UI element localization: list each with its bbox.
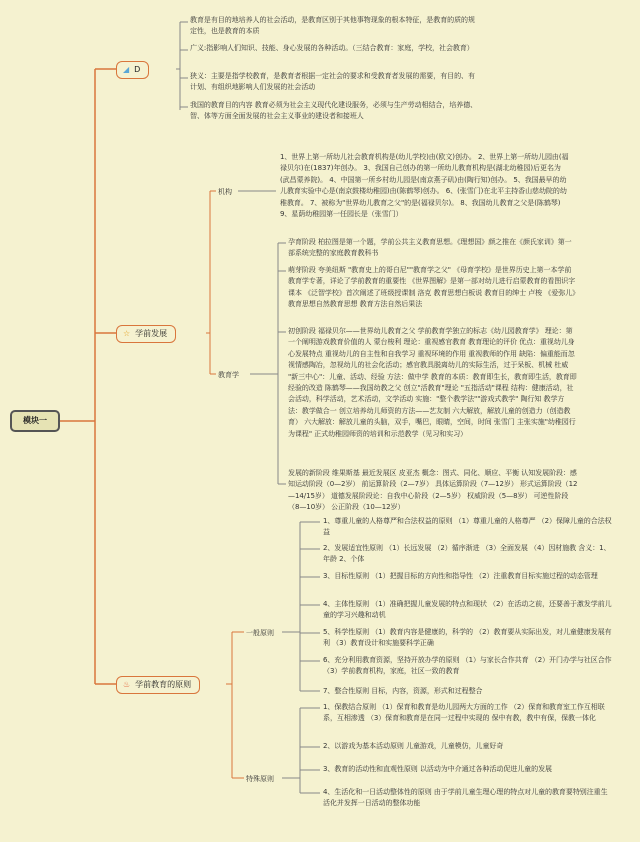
branch-preschool-development[interactable] [116,325,176,343]
leaf-node: 6、充分利用教育资源，坚持开放办学的原则 （1）与家长合作共育 （2）开门办学与社区合作 （3）学前教育机构，家庭，社区一致的教育 [323,656,612,676]
sub-institutions[interactable]: 机构 [218,188,232,196]
branch-label: 学前教育的原则 [135,680,192,689]
root-node[interactable]: 模块一 [10,410,60,432]
leaf-node: 1、保教结合原则 （1）保育和教育是幼儿园两大方面的工作 （2）保育和教育室工作互相联系，互相渗透 （3）保育和教育是在同一过程中实现的 保中有教，教中有保，保教一体化 [323,703,605,723]
leaf-node: 3、教育的活动性和直观性原则 以活动为中介通过各种活动促进儿童的发展 [323,765,552,773]
leaf-node: 广义:指影响人们知识、技能、身心发展的各种活动。（三结合教育：家庭，学校，社会教育） [190,44,474,52]
sub-pedagogy[interactable]: 教育学 [218,371,239,379]
leaf-node: 4、生活化和一日活动整体性的原则 由于学前儿童生理心理的特点对儿童的教育要特别注重生活化并发挥一日活动的整体功能 [323,788,608,808]
leaf-node: 我国的教育目的内容 教育必须为社会主义现代化建设服务，必须与生产劳动相结合，培养德、智、体等方面全面发展的社会主义事业的建设者和接班人 [190,101,478,121]
leaf-node: 教育是有目的地培养人的社会活动，是教育区别于其他事物现象的根本特征，是教育的质的规定性，也是教育的本质 [190,16,475,36]
sub-general-principles[interactable]: 一般原则 [246,629,274,637]
leaf-node: 1、世界上第一所幼儿社会教育机构是(幼儿学校)由(欧文)创办。 2、世界上第一所幼儿园由(福禄贝尔)在(1837)年创办。 3、我国自己创办的第一所幼儿教育机构是(湖北幼稚园)后更名为(武昌蒙养院)。 4、中国第一所乡村幼儿园是(南京燕子矶)由(陶行知)创办。 5、我国最早的幼儿教育实验中心是(南京鼓楼幼稚园)由(陈鹤琴)创办。 6、(张雪门)在北平主持香山慈幼院的幼稚教育。 7、被称为"世界幼儿教育之父"的是(福禄贝尔)。 8、我国幼儿教育之父是(陈鹤琴) 9、星荫幼稚园第一任园长是（张雪门） [280,153,569,219]
paper-plane-icon: ◢ [123,65,130,74]
leaf-node: 发展的新阶段 维果斯基 最近发展区 皮亚杰 概念：图式、同化、顺应、平衡 认知发展阶段：感知运动阶段（0—2岁） 前运算阶段（2—7岁） 具体运算阶段（7—12岁） 形式运算阶段（12—14/15岁） 道德发展阶段论：自我中心阶段（2—5岁） 权威阶段（5—8岁） 可逆性阶段（8—10岁） 公正阶段（10—12岁） [288,469,578,512]
leaf-node: 2、发展适宜性原则 （1）长远发展 （2）循序渐进 （3）全面发展 （4）因材施教 含义：1、年龄 2、个体 [323,544,611,564]
fire-icon: ♨ [123,680,131,689]
branch-preschool-principles[interactable] [116,676,200,694]
branch-label: 学前发展 [135,329,168,338]
leaf-node: 1、尊重儿童的人格尊严和合法权益的原则 （1）尊重儿童的人格尊严 （2）保障儿童的合法权益 [323,517,612,537]
leaf-node: 初创阶段 福禄贝尔——世界幼儿教育之父 学前教育学独立的标志《幼儿园教育学》 理论：第一个阐明游戏教育价值的人 蒙台梭利 理论：重视感官教育 教育理论的评价 优点：重视幼儿身心发展特点 重视幼儿的自主性和自我学习 重视环境的作用 重视教师的作用 缺陷：偏重能而忽视情感陶冶，忽视幼儿的社会化活动；感官教具脱离幼儿的实际生活，过于呆板、机械 杜威 "新三中心"：儿童、活动、经验 方法：做中学 教育的本质：教育即生长，教育即生活，教育即经验的改造 陈鹤琴——我国幼教之父 创立"活教育"理论 "五指活动"课程 结构：健康活动，社会活动，科学活动，艺术活动，文学活动 实施："整个教学法""游戏式教学" 陶行知 教学方法：教学做合一 创立培养幼儿师资的方法——艺友制 六大解放，解放儿童的创造力（创造教育） 六大解放：解放儿童的头脑，双手，嘴巴，眼睛，空间，时间 张雪门 主张实施"幼稚园行为课程" 正式幼稚园师资的培训和示范教学（见习和实习） [288,327,577,438]
leaf-node: 7、整合性原则 目标，内容，资源，形式和过程整合 [323,687,483,695]
leaf-node: 3、目标性原则 （1）把握目标的方向性和指导性 （2）注重教育目标实施过程的动态管理 [323,572,598,580]
leaf-node: 5、科学性原则 （1）教育内容是健康的，科学的 （2）教育要从实际出发，对儿童健康发展有利 （3）教育设计和实施要科学正确 [323,628,612,648]
leaf-node: 2、以游戏为基本活动原则 儿童游戏，儿童模仿，儿童好奇 [323,742,504,750]
leaf-node: 萌芽阶段 夸美纽斯 "教育史上的哥白尼""教育学之父" 《母育学校》是世界历史上第一本学前教育学专著，详论了学前教育的重要性 《世界图解》是第一部对幼儿进行启蒙教育的看图识字课本 《泛智学校》首次阐述了班级授课制 洛克 教育思想白板说 教育目的绅士 卢梭 《爱弥儿》教育思想自然教育思想 教育方法自然后果法 [288,266,576,309]
leaf-node: 孕育阶段 柏拉图是第一个题，学前公共主义教育思想。《理想国》颜之推在《颜氏家训》第一部系统完整的家庭教育教科书 [288,238,572,258]
leaf-node: 狭义：主要是指学校教育，是教育者根据一定社会的要求和受教育者发展的需要，有目的、有计划、有组织地影响人们发展的社会活动 [190,72,475,92]
branch-definition[interactable] [116,61,149,79]
branch-label: D [134,65,141,74]
star-icon: ☆ [123,329,131,338]
sub-special-principles[interactable]: 特殊原则 [246,775,274,783]
leaf-node: 4、主体性原则 （1）准确把握儿童发展的特点和现状 （2）在活动之前，还要善于激发学前儿童的学习兴趣和动机 [323,600,612,620]
